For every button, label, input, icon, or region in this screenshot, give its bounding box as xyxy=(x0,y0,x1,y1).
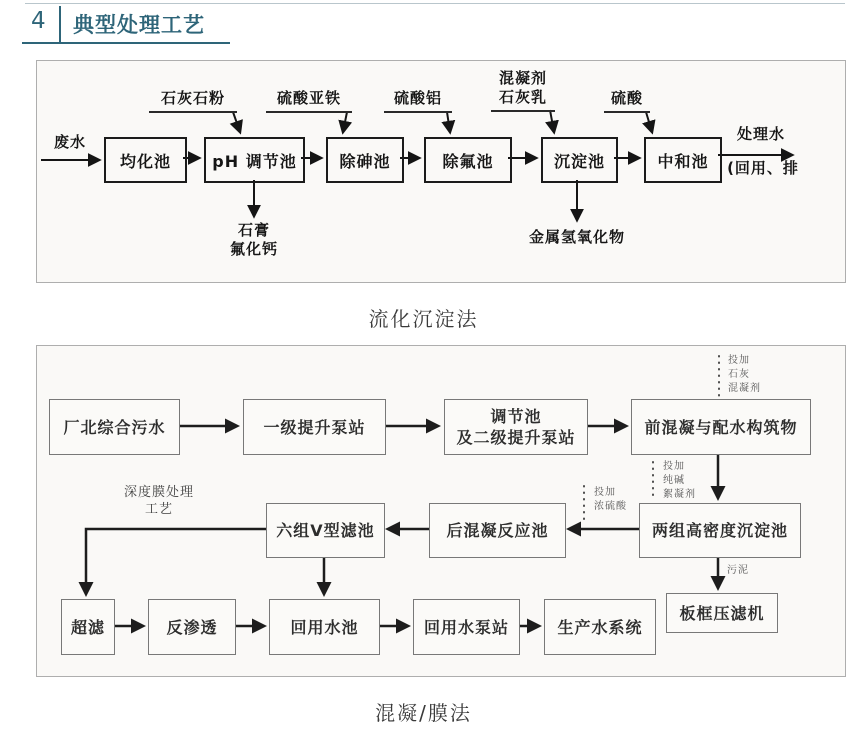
top-rule xyxy=(25,3,845,4)
ultrafiltration-box: 超滤 xyxy=(61,599,115,655)
dosing-note-line: 絮凝剂 xyxy=(663,489,696,500)
dosing-note-line: 石灰 xyxy=(728,369,750,380)
homogenization-tank-box: 均化池 xyxy=(104,137,187,183)
production-water-system-box: 生产水系统 xyxy=(544,599,656,655)
diagram2-caption: 混凝/膜法 xyxy=(375,701,472,725)
membrane-label-line: 工艺 xyxy=(144,502,173,517)
plate-frame-filter-press-box: 板框压滤机 xyxy=(666,593,778,633)
membrane-process-label xyxy=(118,484,200,518)
coagulation-membrane-diagram xyxy=(36,345,846,677)
sulfuric-acid-label: 硫酸 xyxy=(604,89,650,113)
ph-adjustment-tank-box: pH 调节池 xyxy=(204,137,305,183)
wastewater-input-label: 废水 xyxy=(53,133,86,151)
first-lift-pump-station-box: 一级提升泵站 xyxy=(243,399,386,455)
dosing-note-line: 投加 xyxy=(594,487,616,498)
section-number: 4 xyxy=(31,8,46,34)
arsenic-removal-tank-box: 除砷池 xyxy=(326,137,404,183)
gypsum-line: 石膏 xyxy=(237,221,270,239)
calcium-fluoride-line: 氟化钙 xyxy=(229,240,278,258)
aluminum-sulfate-label: 硫酸铝 xyxy=(384,89,452,113)
dosing-soda-flocculant-note xyxy=(663,460,696,502)
dosing-sulfuric-acid-note xyxy=(594,486,627,514)
dosing-note-line: 混凝剂 xyxy=(728,383,761,394)
reuse-discharge-label: (回用、排 xyxy=(727,159,799,177)
dosing-note-line: 投加 xyxy=(663,461,685,472)
treated-water-label: 处理水 xyxy=(736,125,785,143)
v-type-filter-box: 六组V型滤池 xyxy=(266,503,385,558)
dosing-lime-coagulant-note xyxy=(728,354,761,396)
second-lift-line: 及二级提升泵站 xyxy=(456,428,576,447)
coagulant-line: 混凝剂 xyxy=(498,69,547,87)
gypsum-byproduct-label xyxy=(218,221,290,259)
post-coagulation-box: 后混凝反应池 xyxy=(429,503,566,558)
dosing-note-line: 纯碱 xyxy=(663,475,685,486)
reuse-pump-station-box: 回用水泵站 xyxy=(413,599,520,655)
membrane-label-line: 深度膜处理 xyxy=(123,485,194,500)
dosing-note-line: 浓硫酸 xyxy=(594,501,627,512)
sludge-label: 污泥 xyxy=(727,565,749,576)
high-density-sedimentation-box: 两组高密度沉淀池 xyxy=(639,503,801,558)
coagulant-lime-milk-label xyxy=(491,69,555,112)
header-divider xyxy=(59,6,61,43)
lime-milk-line: 石灰乳 xyxy=(498,88,547,106)
ferrous-sulfate-label: 硫酸亚铁 xyxy=(266,89,352,113)
metal-hydroxides-label: 金属氢氧化物 xyxy=(528,228,625,246)
reuse-water-tank-box: 回用水池 xyxy=(269,599,380,655)
reverse-osmosis-box: 反渗透 xyxy=(148,599,236,655)
section-title: 典型处理工艺 xyxy=(73,13,205,37)
title-underline xyxy=(22,42,230,44)
fluoride-removal-tank-box: 除氟池 xyxy=(424,137,512,183)
fluidized-sedimentation-diagram xyxy=(36,60,846,283)
neutralization-tank-box: 中和池 xyxy=(644,137,722,183)
regulating-tank-box xyxy=(444,399,588,455)
diagram1-caption: 流化沉淀法 xyxy=(368,307,479,331)
regulating-tank-line: 调节池 xyxy=(490,407,542,426)
plant-north-wastewater-box: 厂北综合污水 xyxy=(49,399,180,455)
sedimentation-tank-box: 沉淀池 xyxy=(541,137,618,183)
dosing-note-line: 投加 xyxy=(728,355,750,366)
limestone-powder-label: 石灰石粉 xyxy=(149,89,237,113)
pre-coagulation-box: 前混凝与配水构筑物 xyxy=(631,399,811,455)
